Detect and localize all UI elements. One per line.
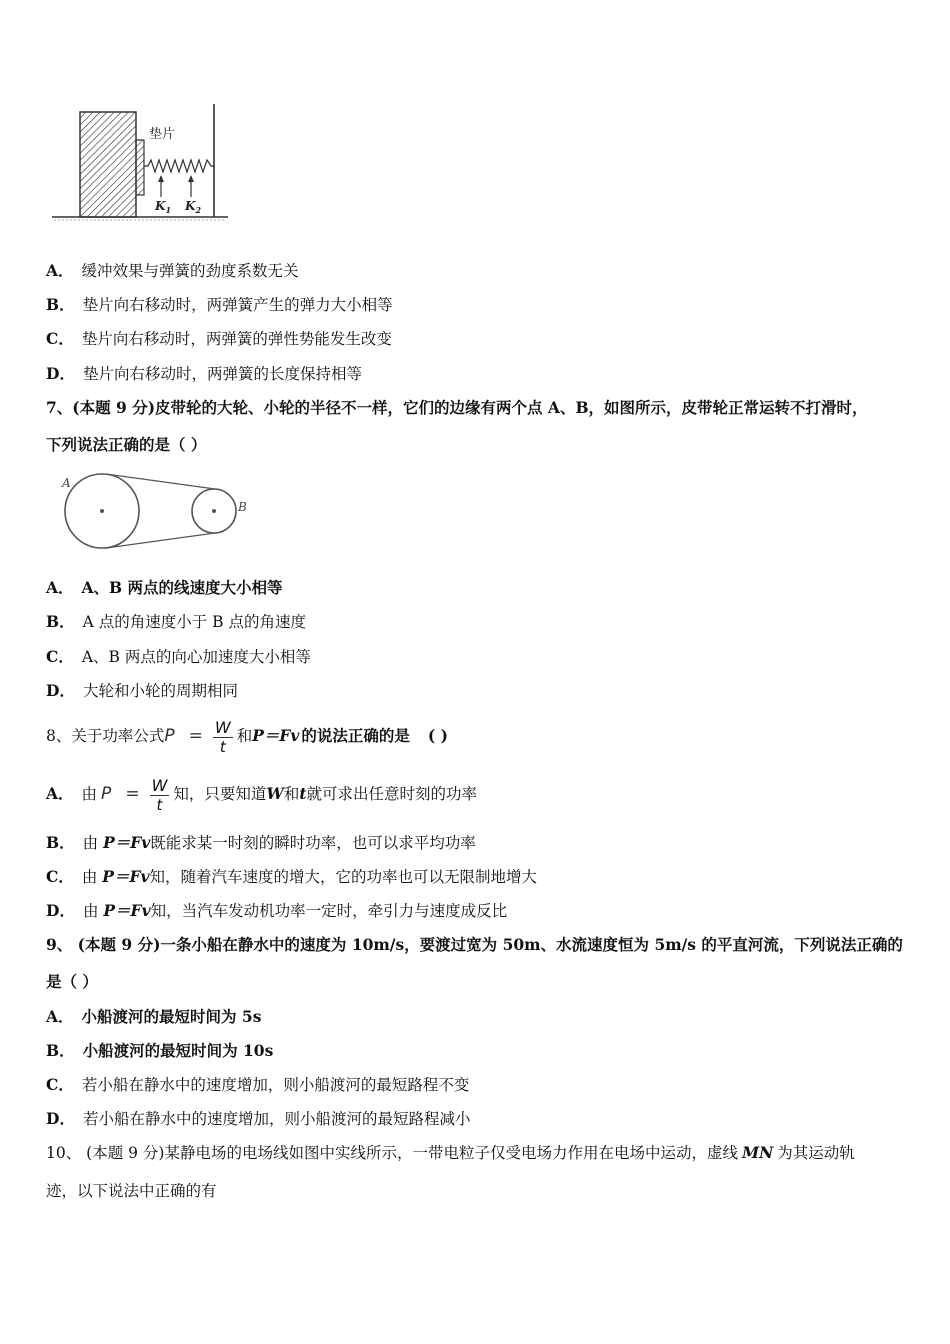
pad-label: 垫片 [149,127,176,142]
q6-option-a: A． 缓冲效果与弹簧的劲度系数无关 [46,261,299,280]
q6-option-b: B． 垫片向右移动时，两弹簧产生的弹力大小相等 [46,295,393,314]
q8-option-b: B． 由 P＝Fv既能求某一时刻的瞬时功率，也可以求平均功率 [46,833,476,852]
q7-option-a: A． A、B 两点的线速度大小相等 [46,578,283,597]
pad [136,140,144,195]
svg-text:K1: $K_1$ [155,199,172,215]
q7-stem-line1: 7、(本题 9 分)皮带轮的大轮、小轮的半径不一样，它们的边缘有两个点 A、B，如图所示，皮带轮正常运转不打滑时， [46,398,868,417]
q10-stem-line2: 迹，以下说法中正确的有 [46,1182,217,1200]
q7-stem-line2: 下列说法正确的是（ ） [46,435,207,454]
q10-stem-line1: 10、 (本题 9 分)某静电场的电场线如图中实线所示，一带电粒子仅受电场力作用在电场中运动，虚线 MN 为其运动轨 [46,1143,855,1162]
q6-option-d: D． 垫片向右移动时，两弹簧的长度保持相等 [46,364,362,383]
q7-option-b: B． A 点的角速度小于 B 点的角速度 [46,612,306,631]
svg-text:K2: $K_2$ [185,199,202,215]
q9-stem-line1: 9、 (本题 9 分)一条小船在静水中的速度为 10m/s，要渡过宽为 50m、水流速度恒为 5m/s 的平直河流，下列说法正确的 [46,935,903,954]
q7-option-d: D． 大轮和小轮的周期相同 [46,681,238,700]
q7-option-c: C． A、B 两点的向心加速度大小相等 [46,647,311,666]
q9-option-a: A． 小船渡河的最短时间为 5s [46,1007,262,1026]
belt-pulley-figure [54,470,254,555]
block [80,112,136,217]
belt-top [106,474,215,489]
label-b: B [238,500,247,514]
q8-stem: 8、关于功率公式P = $\frac{W}{t}$ 和P＝Fv 的说法正确的是 ( ) [46,717,448,756]
q6-option-c: C． 垫片向右移动时，两弹簧的弹性势能发生改变 [46,329,392,348]
q9-option-d: D． 若小船在静水中的速度增加，则小船渡河的最短路程减小 [46,1109,471,1128]
spring-buffer-figure [48,100,228,225]
q8-option-d: D． 由 P＝Fv知，当汽车发动机功率一定时，牵引力与速度成反比 [46,901,508,920]
q8-option-a: A． 由 P = $\frac{W}{t}$ 知，只要知道W和t就可求出任意时刻的功率 [46,775,478,814]
q9-option-c: C． 若小船在静水中的速度增加，则小船渡河的最短路程不变 [46,1075,470,1094]
k1-label: K [155,199,166,213]
q9-stem-line2: 是（ ） [46,972,98,991]
q9-option-b: B． 小船渡河的最短时间为 10s [46,1041,274,1060]
label-a: A [62,476,71,490]
q8-option-c: C． 由 P＝Fv知，随着汽车速度的增大，它的功率也可以无限制地增大 [46,867,537,886]
spring-k1-k2 [144,160,214,172]
belt-bottom [106,533,215,548]
k2-label: K [185,199,196,213]
